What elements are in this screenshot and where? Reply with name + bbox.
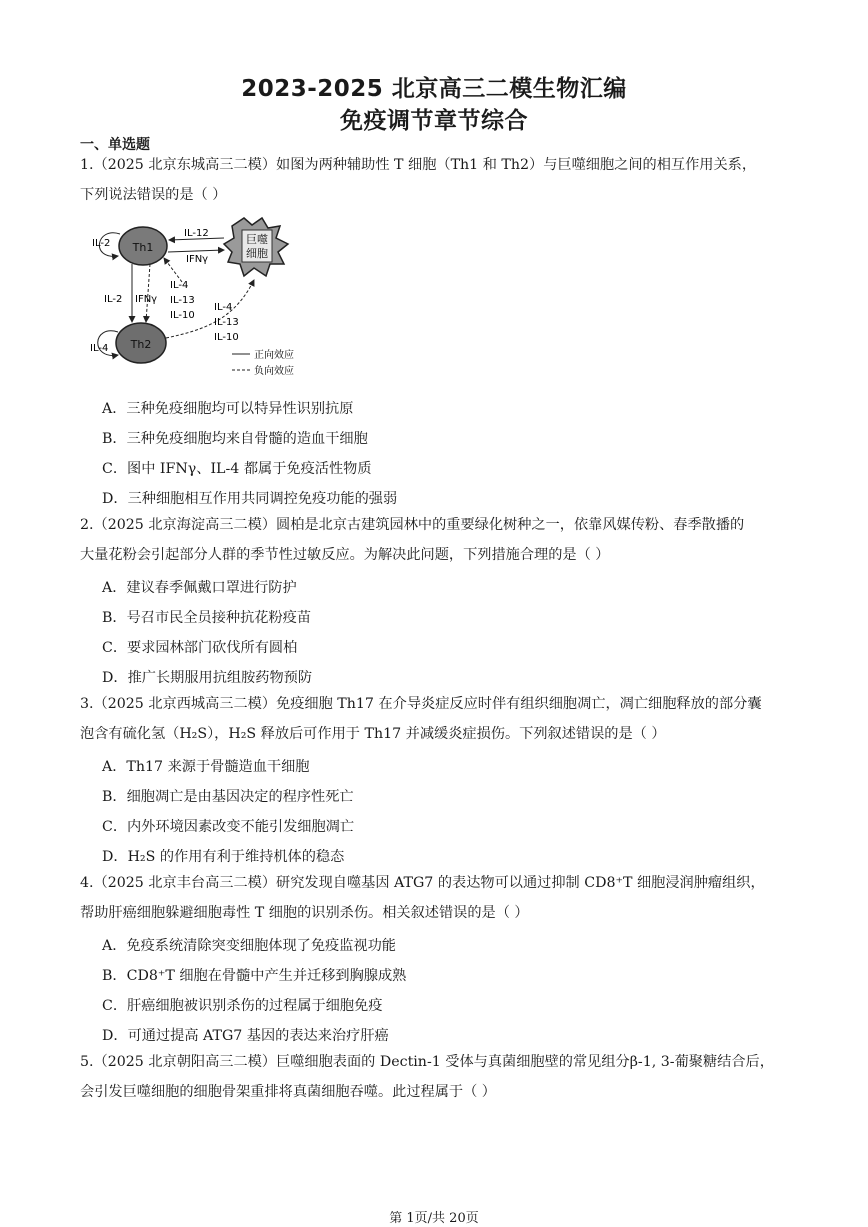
macrophage-label-line2: 细胞 (246, 247, 268, 260)
ifng-to-macrophage-arrow (168, 250, 224, 252)
question-4-option-b: B．CD8⁺T 细胞在骨髓中产生并迁移到胸腺成熟 (102, 968, 407, 984)
question-2-option-d: D．推广长期服用抗组胺药物预防 (102, 670, 313, 686)
macrophage-label-line1: 巨噬 (246, 233, 268, 246)
ifng-mid-label: IFNγ (135, 294, 158, 305)
question-3-option-d: D．H₂S 的作用有利于维持机体的稳态 (102, 849, 345, 865)
question-1-stem (80, 150, 792, 210)
question-2-option-a: A．建议春季佩戴口罩进行防护 (102, 580, 297, 596)
legend-negative-label: 负向效应 (254, 366, 294, 377)
question-2-stem (80, 510, 792, 570)
th2-to-th1-dashed-arrow (164, 258, 182, 282)
il13-label-a: IL-13 (170, 295, 195, 306)
il10-label-a: IL-10 (170, 310, 195, 321)
immune-interaction-diagram (84, 212, 314, 382)
question-4-option-c: C．肝癌细胞被识别杀伤的过程属于细胞免疫 (102, 998, 383, 1014)
question-stem-line: 3.（2025 北京西城高三二模）免疫细胞 Th17 在介导炎症反应时伴有组织细胞凋亡，凋亡细胞释放的部分囊 (80, 696, 762, 712)
document-title: 2023-2025 北京高三二模生物汇编 (241, 76, 627, 102)
question-2-option-c: C．要求园林部门砍伐所有圆柏 (102, 640, 298, 656)
il2-mid-label: IL-2 (104, 294, 123, 305)
question-stem-line: 帮助肝癌细胞躲避细胞毒性 T 细胞的识别杀伤。相关叙述错误的是（ ） (80, 905, 529, 921)
il12-label: IL-12 (184, 228, 209, 239)
question-3-option-b: B．细胞凋亡是由基因决定的程序性死亡 (102, 789, 354, 805)
question-4-option-a: A．免疫系统清除突变细胞体现了免疫监视功能 (102, 938, 396, 954)
page-number: 第 1页/共 20页 (389, 1211, 479, 1226)
ifng-th1-to-th2-dashed-arrow (146, 264, 150, 322)
question-stem-line: 下列说法错误的是（ ） (80, 187, 227, 203)
il10-label-b: IL-10 (214, 332, 239, 343)
il13-label-b: IL-13 (214, 317, 239, 328)
question-1-option-c: C．图中 IFNγ、IL-4 都属于免疫活性物质 (102, 461, 372, 477)
section-heading: 一、单选题 (80, 137, 150, 153)
il4-label-b: IL-4 (214, 302, 233, 313)
question-1-option-b: B．三种免疫细胞均来自骨髓的造血干细胞 (102, 431, 368, 447)
question-stem-line: 5.（2025 北京朝阳高三二模）巨噬细胞表面的 Dectin-1 受体与真菌细胞壁的常见组分β-1, 3-葡聚糖结合后， (80, 1054, 774, 1070)
question-4-stem (80, 868, 792, 928)
question-1-option-d: D．三种细胞相互作用共同调控免疫功能的强弱 (102, 491, 398, 507)
question-2-option-b: B．号召市民全员接种抗花粉疫苗 (102, 610, 312, 626)
question-3-stem (80, 689, 792, 749)
document-subtitle: 免疫调节章节综合 (340, 108, 528, 134)
il4-self-label: IL-4 (90, 343, 109, 354)
question-5-stem (80, 1047, 792, 1107)
th2-label: Th2 (130, 338, 152, 351)
il4-label-a: IL-4 (170, 280, 189, 291)
question-stem-line: 会引发巨噬细胞的细胞骨架重排将真菌细胞吞噬。此过程属于（ ） (80, 1084, 496, 1100)
question-stem-line: 2.（2025 北京海淀高三二模）圆柏是北京古建筑园林中的重要绿化树种之一，依靠风媒传粉、春季散播的 (80, 517, 745, 533)
question-3-option-c: C．内外环境因素改变不能引发细胞凋亡 (102, 819, 355, 835)
question-1-option-a: A．三种免疫细胞均可以特异性识别抗原 (102, 401, 354, 417)
question-stem-line: 1.（2025 北京东城高三二模）如图为两种辅助性 T 细胞（Th1 和 Th2）与巨噬细胞之间的相互作用关系， (80, 157, 757, 173)
legend-positive-label: 正向效应 (254, 350, 294, 361)
il2-self-label: IL-2 (92, 238, 111, 249)
question-3-option-a: A．Th17 来源于骨髓造血干细胞 (102, 759, 310, 775)
question-stem-line: 泡含有硫化氢（H₂S），H₂S 释放后可作用于 Th17 并减缓炎症损伤。下列叙述错误的是（ ） (80, 726, 666, 742)
th1-label: Th1 (132, 241, 154, 254)
question-stem-line: 大量花粉会引起部分人群的季节性过敏反应。为解决此问题，下列措施合理的是（ ） (80, 547, 610, 563)
question-stem-line: 4.（2025 北京丰台高三二模）研究发现自噬基因 ATG7 的表达物可以通过抑制 CD8⁺T 细胞浸润肿瘤组织， (80, 875, 765, 891)
ifng-top-label: IFNγ (186, 254, 209, 265)
question-4-option-d: D．可通过提高 ATG7 基因的表达来治疗肝癌 (102, 1028, 389, 1044)
